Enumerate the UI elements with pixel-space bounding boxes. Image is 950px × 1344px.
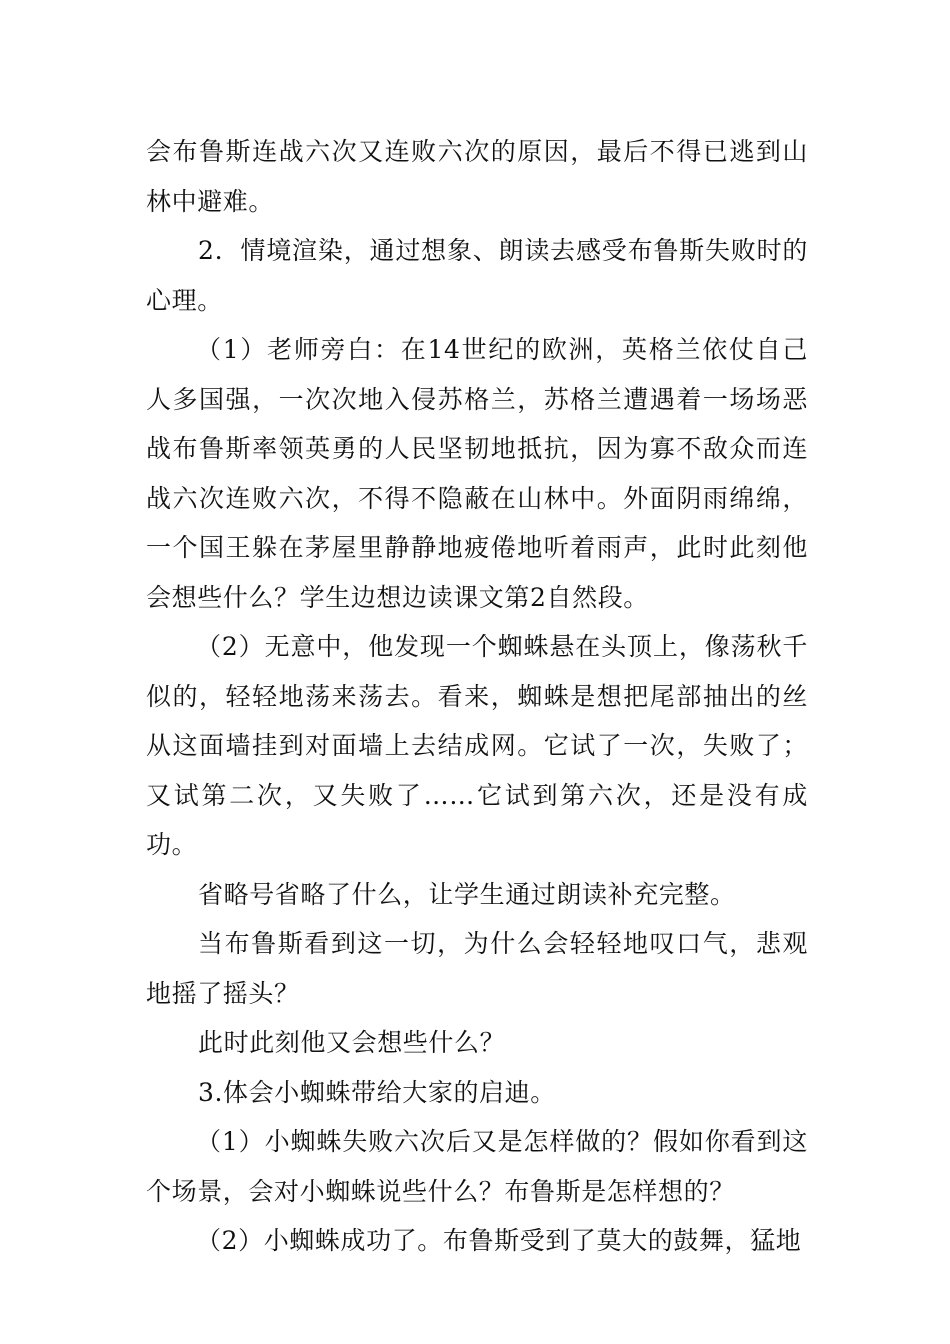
- paragraph-spider: （2）无意中，他发现一个蜘蛛悬在头顶上，像荡秋千似的，轻轻地荡来荡去。看来，蜘蛛是想把尾部抽出的丝从这面墙挂到对面墙上去结成网。它试了一次，失败了；又试第二次，又失败了……它试到第六次，还是没有成功。: [146, 632, 808, 859]
- paragraph-ellipsis-question: 省略号省略了什么，让学生通过朗读补充完整。: [198, 879, 736, 909]
- paragraph-step-3-1: （1）小蜘蛛失败六次后又是怎样做的？假如你看到这个场景，会对小蜘蛛说些什么？布鲁斯是怎样想的？: [146, 1127, 808, 1206]
- paragraph-step-3-2: （2）小蜘蛛成功了。布鲁斯受到了莫大的鼓舞，猛地: [196, 1226, 802, 1255]
- paragraph-step-3: 3.体会小蜘蛛带给大家的启迪。: [198, 1077, 556, 1107]
- paragraph-step-2: 2．情境渲染，通过想象、朗读去感受布鲁斯失败时的心理。: [146, 236, 808, 315]
- paragraph-thought-question: 此时此刻他又会想些什么？: [198, 1028, 506, 1057]
- paragraph-narration: （1）老师旁白：在14世纪的欧洲，英格兰依仗自己人多国强，一次次地入侵苏格兰，苏格兰遭遇着一场场恶战布鲁斯率领英勇的人民坚韧地抵抗，因为寡不敌众而连战六次连败六次，不得不隐蔽在山林中。外面阴雨绵绵，一个国王躲在茅屋里静静地疲倦地听着雨声，此时此刻他会想些什么？学生边想边读课文第2自然段。: [146, 335, 808, 612]
- paragraph-sigh-question: 当布鲁斯看到这一切，为什么会轻轻地叹口气，悲观地摇了摇头？: [146, 929, 808, 1008]
- document-body: [146, 127, 808, 1266]
- paragraph-continuation: 会布鲁斯连战六次又连败六次的原因，最后不得已逃到山林中避难。: [146, 137, 808, 216]
